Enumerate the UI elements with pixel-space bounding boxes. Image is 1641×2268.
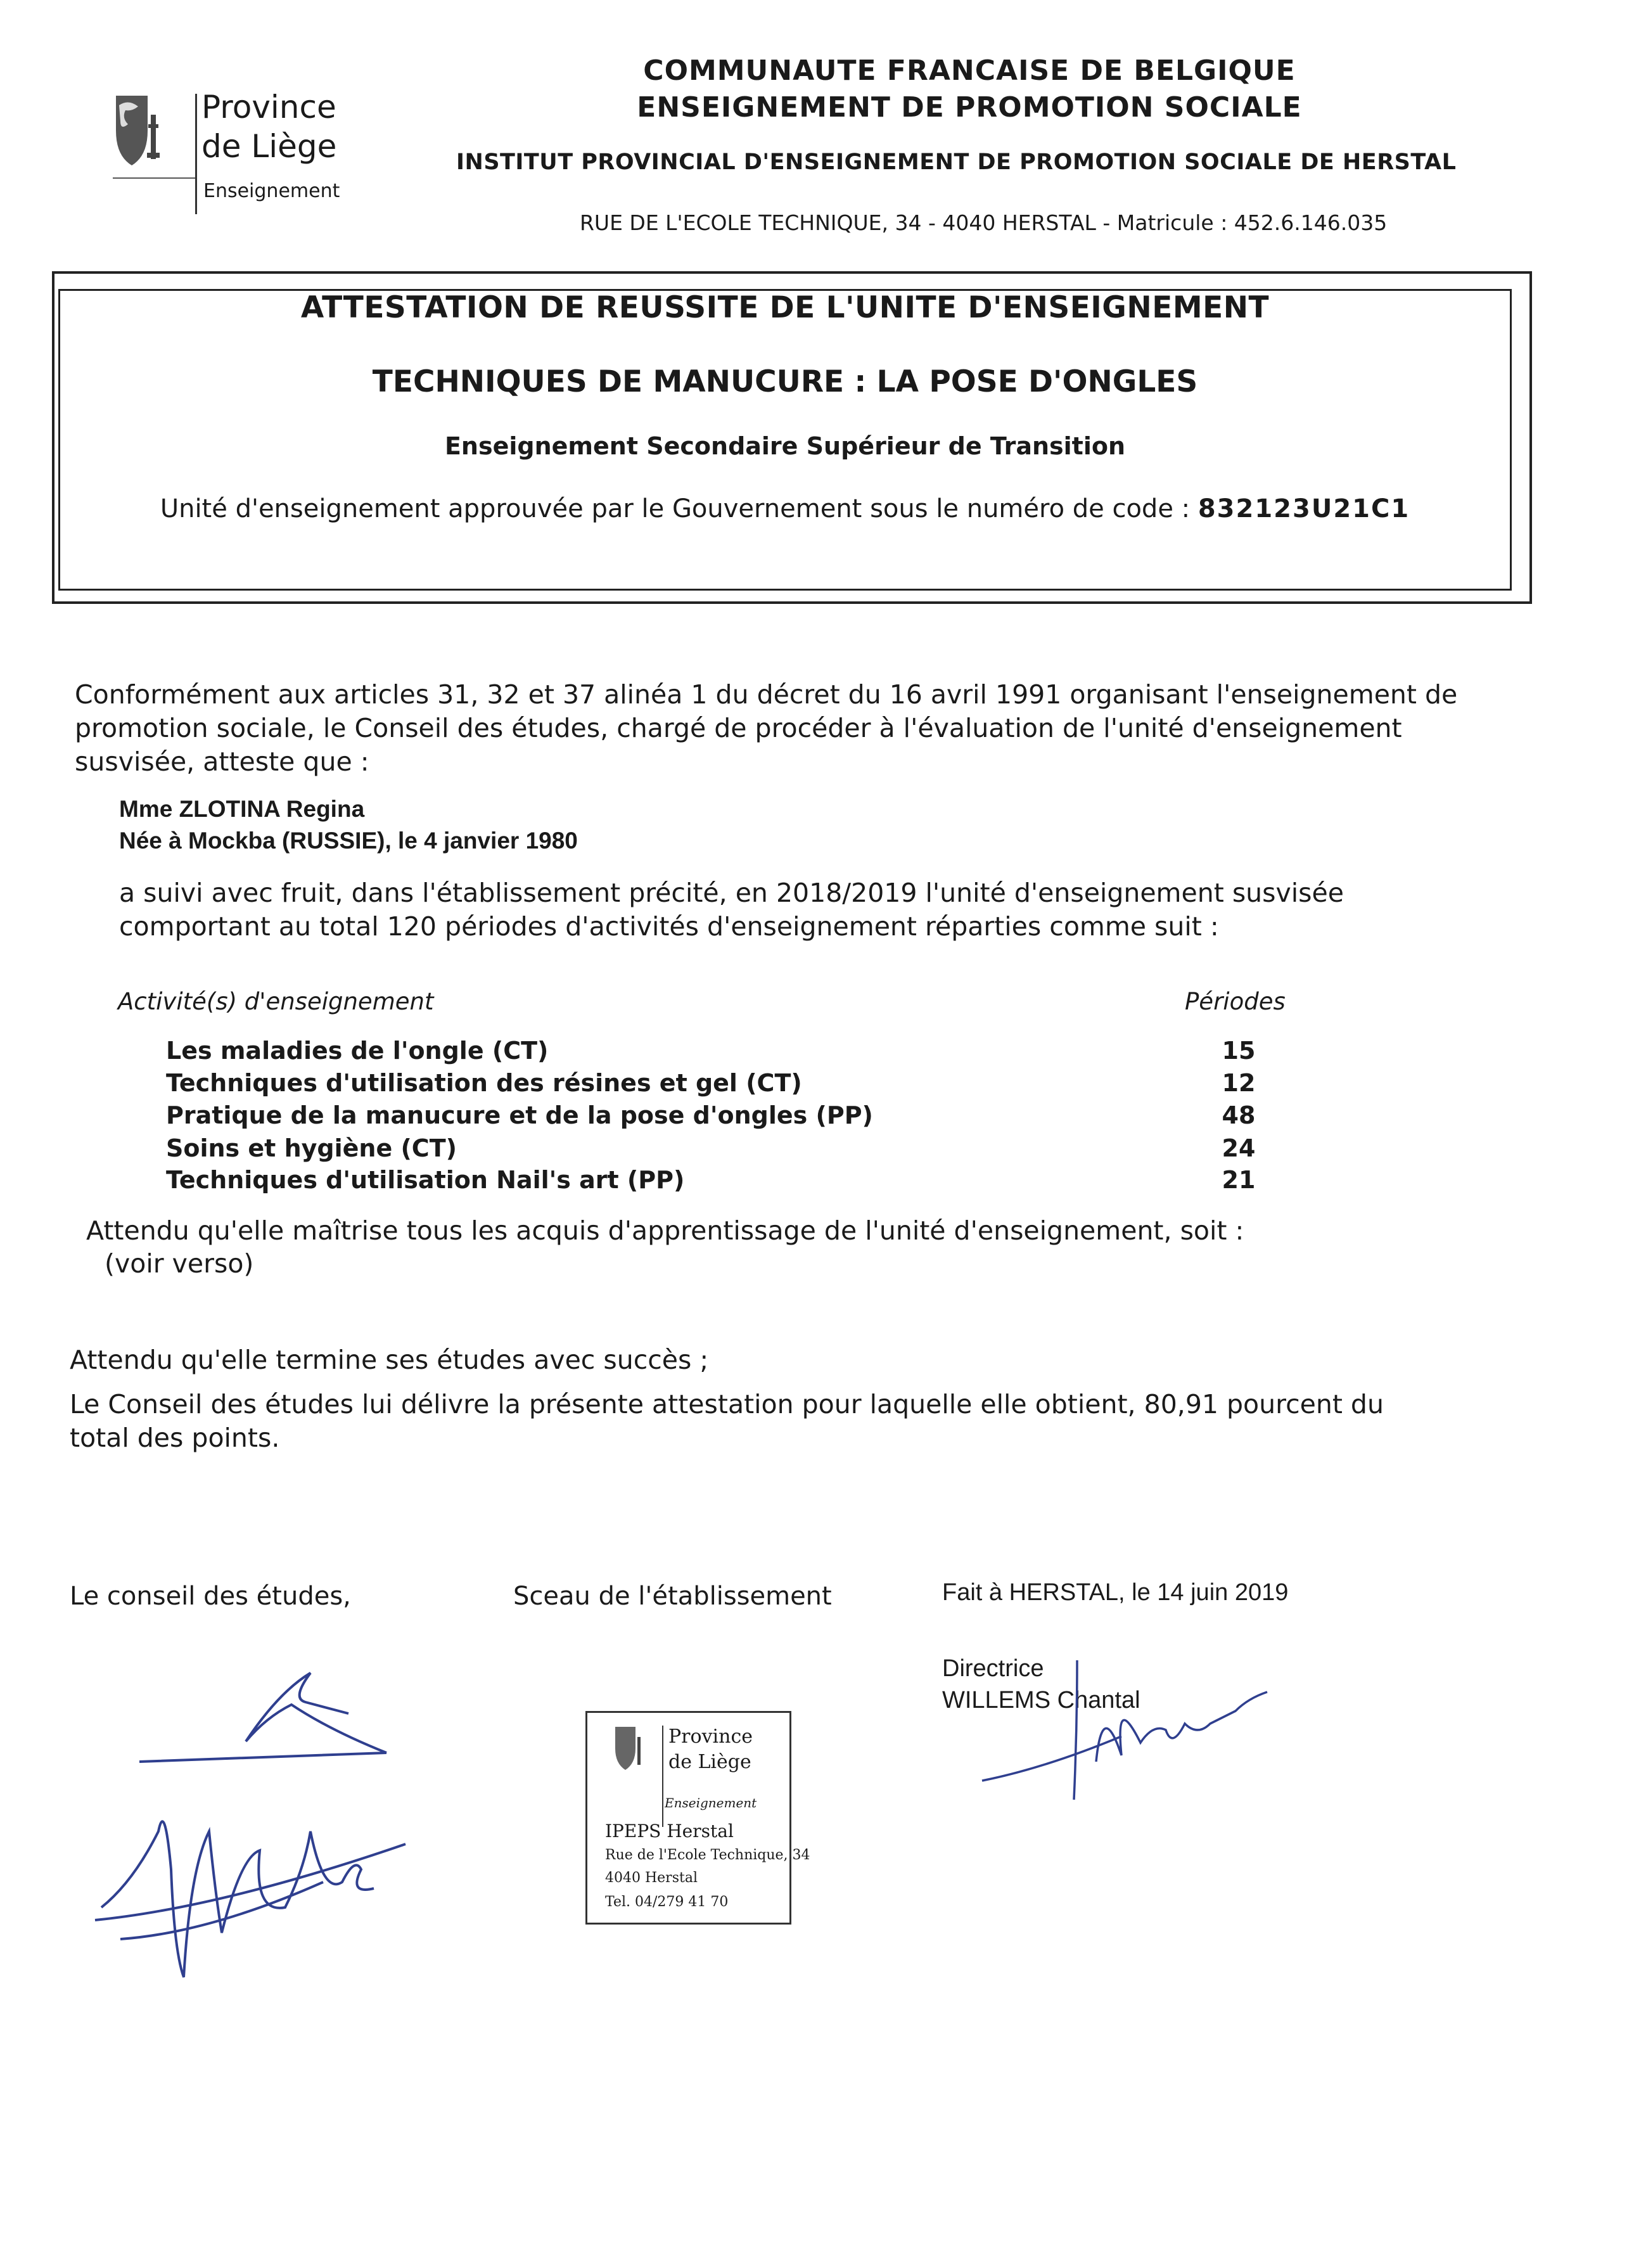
mastery-line: Attendu qu'elle maîtrise tous les acquis d'apprentissage de l'unité d'enseignement, soit : (86, 1215, 1244, 1246)
stamp-province-name (668, 1724, 753, 1775)
student-birth: Née à Mockba (RUSSIE), le 4 janvier 1980 (119, 828, 578, 854)
logo-name-line2: de Liège (201, 128, 337, 165)
periods-column-header: Périodes (1185, 988, 1286, 1015)
stamp-city: 4040 Herstal (605, 1870, 698, 1886)
activity-periods: 21 (1222, 1166, 1256, 1194)
header-institute: INSTITUT PROVINCIAL D'ENSEIGNEMENT DE PROMOTION SOCIALE DE HERSTAL (456, 150, 1457, 175)
followed-paragraph (119, 876, 1513, 944)
signer-title: Directrice (942, 1655, 1044, 1682)
header-address: RUE DE L'ECOLE TECHNIQUE, 34 - 4040 HERSTAL - Matricule : 452.6.146.035 (580, 210, 1388, 235)
header-community: COMMUNAUTE FRANCAISE DE BELGIQUE (643, 54, 1296, 87)
stamp-divider (662, 1726, 663, 1827)
success-line: Attendu qu'elle termine ses études avec succès ; (70, 1345, 709, 1375)
intro-line: promotion sociale, le Conseil des études, chargé de procéder à l'évaluation de l'unité d'enseignement (75, 713, 1402, 743)
followed-line: a suivi avec fruit, dans l'établissement précité, en 2018/2019 l'unité d'enseignement susvisée (119, 878, 1344, 908)
code-label: Unité d'enseignement approuvée par le Gouvernement sous le numéro de code : (160, 494, 1198, 523)
activity-periods: 48 (1222, 1101, 1256, 1129)
attestation-code-line (58, 494, 1512, 523)
delivers-line: Le Conseil des études lui délivre la présente attestation pour laquelle elle obtient, 80,91 pourcent du (70, 1389, 1384, 1419)
activity-name: Techniques d'utilisation des résines et gel (CT) (166, 1069, 802, 1097)
delivers-paragraph (70, 1388, 1495, 1455)
signer-name: WILLEMS Chantal (942, 1687, 1140, 1714)
intro-line: susvisée, atteste que : (75, 746, 369, 777)
activities-column-header: Activité(s) d'enseignement (118, 988, 434, 1015)
activity-name: Techniques d'utilisation Nail's art (PP) (166, 1166, 685, 1194)
director-signature (969, 1654, 1286, 1806)
intro-paragraph (75, 678, 1526, 779)
stamp-phone: Tel. 04/279 41 70 (605, 1894, 729, 1910)
logo-name (201, 87, 336, 166)
stamp-institute: IPEPS Herstal (605, 1821, 734, 1842)
activity-name: Les maladies de l'ongle (CT) (166, 1037, 549, 1065)
logo-name-line1: Province (201, 89, 336, 125)
code-value: 832123U21C1 (1197, 494, 1410, 523)
stamp-crest-icon (614, 1726, 643, 1771)
attestation-level: Enseignement Secondaire Supérieur de Transition (444, 432, 1126, 460)
activity-name: Soins et hygiène (CT) (166, 1134, 457, 1162)
activity-name: Pratique de la manucure et de la pose d'ongles (PP) (166, 1101, 873, 1129)
intro-line: Conformément aux articles 31, 32 et 37 alinéa 1 du décret du 16 avril 1991 organisant l'enseignement de (75, 679, 1458, 710)
logo-divider (195, 94, 197, 214)
province-logo (113, 87, 366, 208)
activity-periods: 12 (1222, 1069, 1256, 1097)
delivers-line: total des points. (70, 1423, 280, 1453)
council-signature-2 (95, 1793, 425, 1983)
council-signature-1 (139, 1667, 405, 1774)
followed-line: comportant au total 120 périodes d'activités d'enseignement réparties comme suit : (119, 911, 1219, 942)
logo-subtitle: Enseignement (203, 180, 340, 202)
activity-periods: 24 (1222, 1134, 1256, 1162)
activity-periods: 15 (1222, 1037, 1256, 1065)
institution-stamp (585, 1711, 810, 1925)
logo-underline (113, 177, 195, 179)
mastery-see-back: (voir verso) (105, 1248, 254, 1279)
stamp-subtitle: Enseignement (665, 1795, 757, 1810)
attestation-title: ATTESTATION DE REUSSITE DE L'UNITE D'ENSEIGNEMENT (300, 290, 1270, 325)
place-date: Fait à HERSTAL, le 14 juin 2019 (942, 1579, 1289, 1606)
header-education-type: ENSEIGNEMENT DE PROMOTION SOCIALE (637, 91, 1302, 124)
stamp-street: Rue de l'Ecole Technique, 34 (605, 1847, 810, 1863)
student-name: Mme ZLOTINA Regina (119, 796, 365, 822)
province-crest-icon (113, 93, 163, 169)
stamp-name-line1: Province (668, 1726, 753, 1748)
attestation-subject: TECHNIQUES DE MANUCURE : LA POSE D'ONGLES (372, 364, 1198, 399)
stamp-name-line2: de Liège (668, 1751, 751, 1773)
seal-label: Sceau de l'établissement (513, 1582, 832, 1611)
council-label: Le conseil des études, (70, 1582, 351, 1611)
